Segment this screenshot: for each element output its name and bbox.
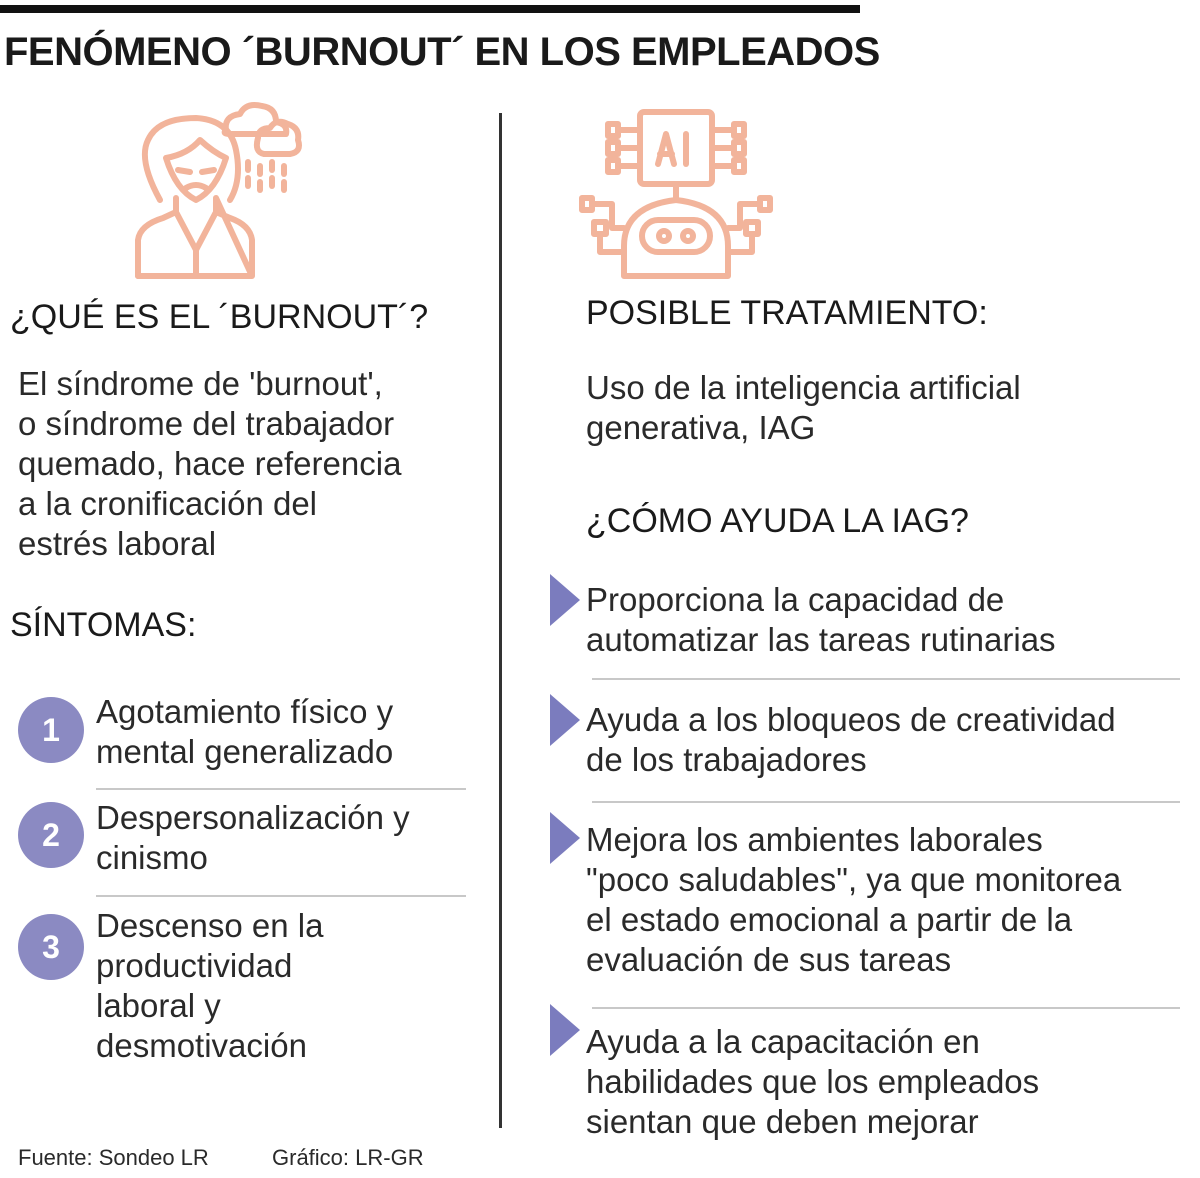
item-separator <box>592 678 1180 680</box>
top-rule <box>0 5 860 13</box>
symptom-text: Despersonalización y cinismo <box>96 799 410 876</box>
bullet-arrow-icon <box>550 812 580 864</box>
symptom-separator <box>96 895 466 897</box>
page-title: FENÓMENO ´BURNOUT´ EN LOS EMPLEADOS <box>4 30 880 74</box>
bullet-arrow-icon <box>550 694 580 746</box>
symptom-text: Descenso en la productividad laboral y desmotivación <box>96 907 324 1064</box>
help-item: Ayuda a los bloqueos de creatividad de los trabajadores <box>586 701 1116 778</box>
symptom-separator <box>96 788 466 790</box>
symptom-number-badge: 2 <box>18 802 84 868</box>
what-is-burnout-heading: ¿QUÉ ES EL ´BURNOUT´? <box>10 298 429 336</box>
help-item: Mejora los ambientes laborales "poco saludables", ya que monitorea el estado emocional a partir de la evaluación de sus tareas <box>586 821 1122 978</box>
source-credit: Fuente: Sondeo LR <box>18 1145 209 1170</box>
help-item: Ayuda a la capacitación en habilidades que los empleados sientan que deben mejorar <box>586 1023 1040 1140</box>
bullet-arrow-icon <box>550 1004 580 1056</box>
symptom-number-badge: 1 <box>18 697 84 763</box>
help-item: Proporciona la capacidad de automatizar las tareas rutinarias <box>586 581 1056 658</box>
item-separator <box>592 801 1180 803</box>
item-separator <box>592 1007 1180 1009</box>
symptom-text: Agotamiento físico y mental generalizado <box>96 693 394 770</box>
burnout-definition: El síndrome de 'burnout', o síndrome del trabajador quemado, hace referencia a la cronificación del estrés laboral <box>18 365 402 562</box>
treatment-heading: POSIBLE TRATAMIENTO: <box>586 294 988 332</box>
stressed-person-rain-cloud-icon <box>118 100 303 280</box>
how-iag-helps-heading: ¿CÓMO AYUDA LA IAG? <box>586 502 969 540</box>
symptom-number-badge: 3 <box>18 914 84 980</box>
column-divider <box>499 113 502 1128</box>
ai-chip-robot-icon <box>578 106 773 281</box>
bullet-arrow-icon <box>550 574 580 626</box>
symptoms-heading: SÍNTOMAS: <box>10 606 197 644</box>
treatment-text: Uso de la inteligencia artificial generativa, IAG <box>586 369 1021 446</box>
graphic-credit: Gráfico: LR-GR <box>272 1145 424 1170</box>
